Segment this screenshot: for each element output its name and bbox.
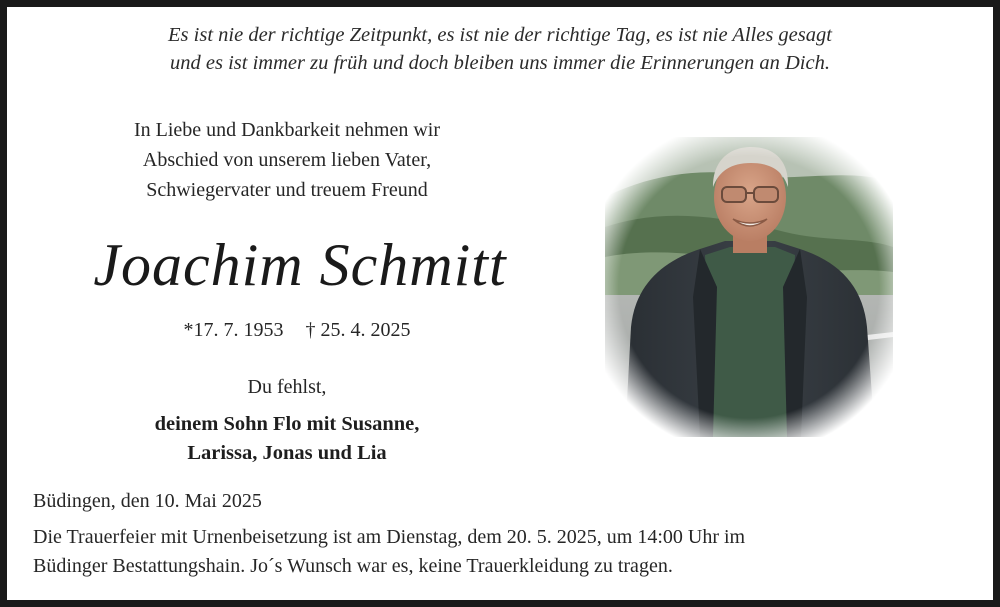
mourners-list (67, 410, 507, 468)
intro-line-1: In Liebe und Dankbarkeit nehmen wir (133, 119, 440, 141)
death-date: † 25. 4. 2025 (305, 319, 411, 341)
ceremony-info (33, 523, 983, 581)
obituary-card (7, 7, 993, 600)
mourners-line-1: deinem Sohn Flo mit Susanne, (154, 413, 420, 435)
ceremony-line-2: Büdinger Bestattungshain. Jo´s Wunsch war es, keine Trauerkleidung zu tragen. (33, 555, 673, 577)
intro-line-3: Schwiegervater und treuem Freund (146, 179, 428, 201)
birth-date: *17. 7. 1953 (183, 319, 284, 341)
deceased-name: Joachim Schmitt (93, 232, 507, 298)
place-and-date: Büdingen, den 10. Mai 2025 (33, 490, 262, 512)
portrait-photo (605, 137, 893, 437)
life-dates (87, 316, 507, 344)
mourners-line-2: Larissa, Jonas und Lia (187, 442, 387, 464)
farewell-intro (67, 115, 507, 205)
intro-line-2: Abschied von unserem lieben Vater, (142, 149, 432, 171)
motto-quote (7, 21, 993, 77)
mourners-intro: Du fehlst, (247, 376, 327, 398)
motto-line-1: Es ist nie der richtige Zeitpunkt, es ist nie der richtige Tag, es ist nie Alles gesagt (168, 24, 832, 46)
motto-line-2: und es ist immer zu früh und doch bleiben uns immer die Erinnerungen an Dich. (170, 52, 830, 74)
ceremony-line-1: Die Trauerfeier mit Urnenbeisetzung ist am Dienstag, dem 20. 5. 2025, um 14:00 Uhr im (33, 526, 746, 548)
